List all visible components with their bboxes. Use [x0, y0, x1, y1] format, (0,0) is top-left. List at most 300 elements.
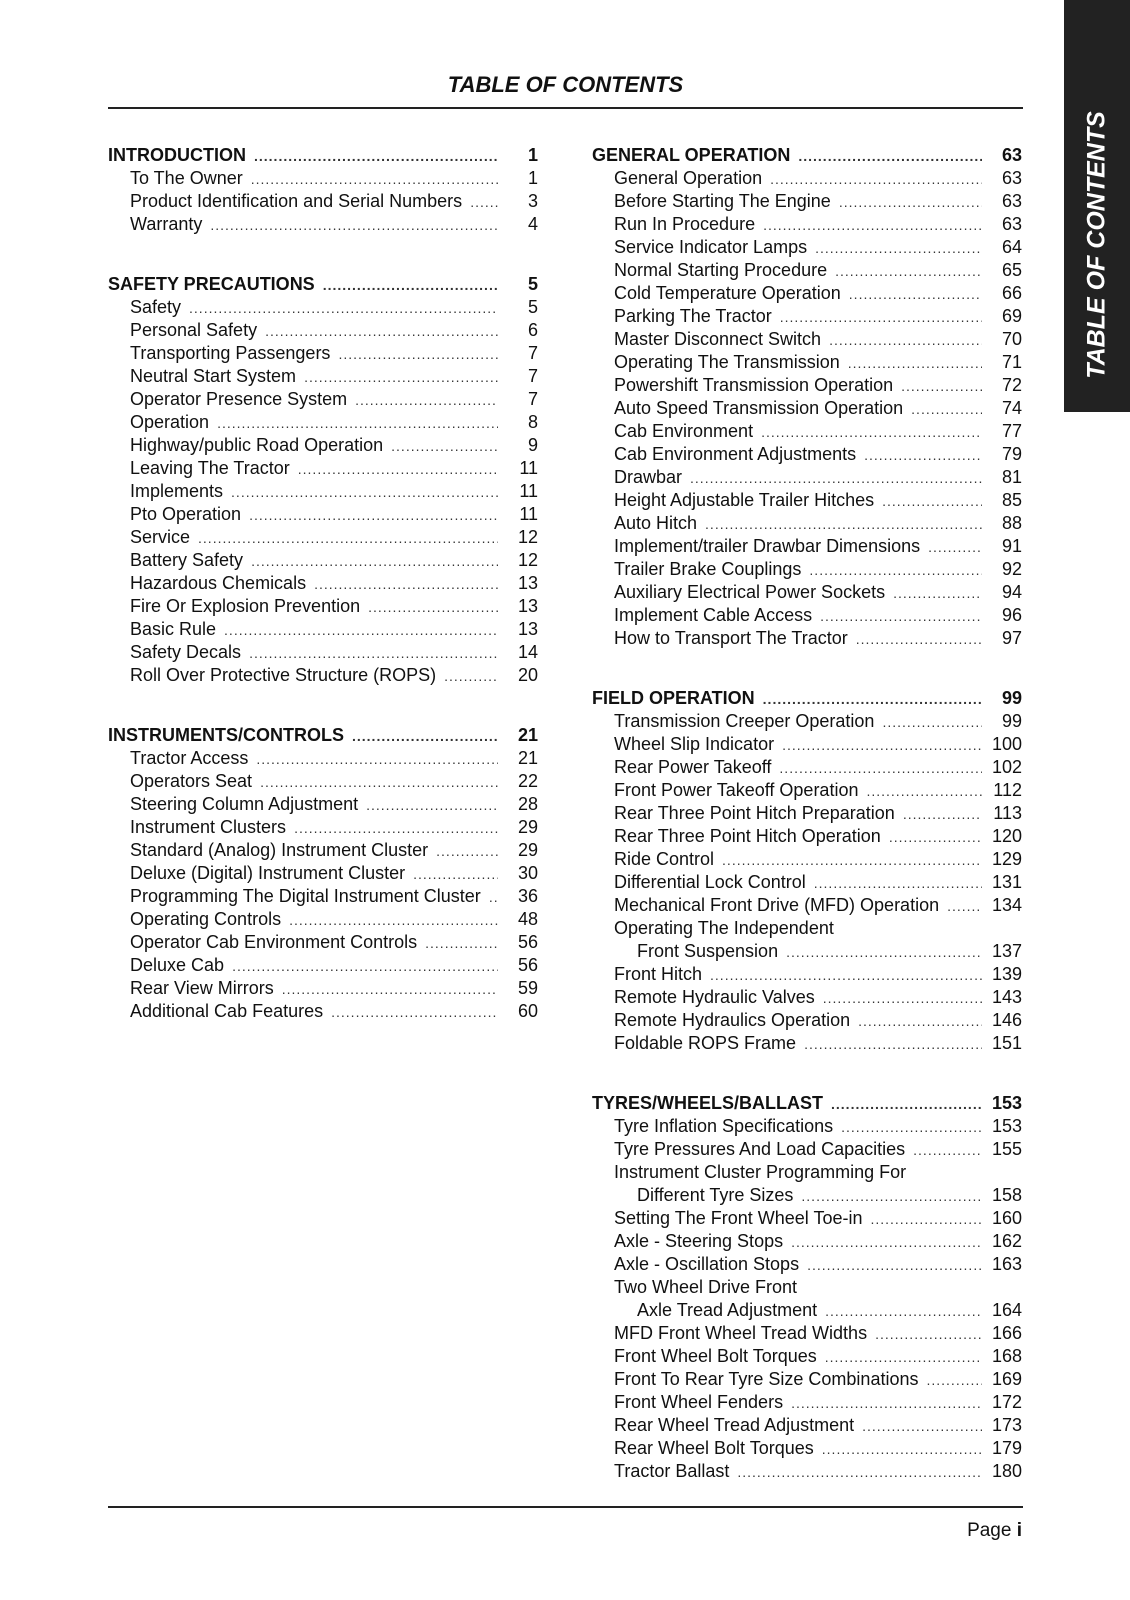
toc-entry[interactable] — [592, 848, 1022, 871]
dot-leader — [368, 596, 498, 619]
toc-entry-text: Front Power Takeoff Operation — [614, 780, 859, 800]
dot-leader — [901, 375, 982, 398]
dot-leader — [882, 490, 982, 513]
toc-entry-text: MFD Front Wheel Tread Widths — [614, 1323, 868, 1343]
toc-entry[interactable] — [592, 489, 1022, 512]
toc-entry-page: 20 — [517, 665, 538, 685]
toc-entry[interactable] — [592, 710, 1022, 733]
header-rule — [108, 107, 1023, 109]
dot-leader — [911, 398, 982, 421]
dot-leader — [425, 932, 498, 955]
dot-leader — [249, 642, 498, 665]
toc-entry[interactable] — [108, 954, 538, 977]
dot-leader — [436, 840, 498, 863]
dot-leader — [798, 145, 982, 168]
toc-entry-text: Instrument Clusters — [130, 817, 287, 837]
dot-leader — [232, 955, 498, 978]
dot-leader — [801, 1185, 982, 1208]
toc-entry-text: Tyre Inflation Specifications — [614, 1116, 834, 1136]
toc-entry[interactable] — [592, 305, 1022, 328]
toc-entry[interactable] — [108, 480, 538, 503]
toc-entry[interactable] — [592, 940, 1022, 963]
toc-entry-text: Operator Presence System — [130, 389, 348, 409]
toc-entry-page: 120 — [991, 826, 1022, 846]
dot-leader — [413, 863, 498, 886]
toc-entry[interactable] — [108, 457, 538, 480]
dot-leader — [849, 283, 982, 306]
toc-entry-page: 11 — [519, 458, 538, 478]
toc-entry[interactable] — [592, 581, 1022, 604]
toc-entry[interactable] — [592, 871, 1022, 894]
toc-entry-page: 7 — [527, 343, 538, 363]
toc-entry-text: Rear Power Takeoff — [614, 757, 772, 777]
toc-entry-page: 169 — [991, 1369, 1022, 1389]
dot-leader — [251, 550, 498, 573]
toc-entry-page: 94 — [1001, 582, 1022, 602]
toc-entry-page: 6 — [527, 320, 538, 340]
dot-leader — [809, 559, 982, 582]
toc-entry[interactable] — [108, 190, 538, 213]
toc-section-heading[interactable] — [108, 273, 538, 296]
toc-entry-page: 146 — [991, 1010, 1022, 1030]
toc-entry[interactable] — [108, 526, 538, 549]
dot-leader — [217, 412, 498, 435]
dot-leader — [804, 1033, 982, 1056]
toc-entry[interactable] — [592, 627, 1022, 650]
dot-leader — [893, 582, 982, 605]
toc-entry[interactable] — [108, 618, 538, 641]
toc-entry-text: Front Suspension — [637, 941, 779, 961]
dot-leader — [779, 757, 982, 780]
toc-entry[interactable] — [592, 1460, 1022, 1483]
toc-entry-page: 85 — [1001, 490, 1022, 510]
toc-entry-page: 22 — [517, 771, 538, 791]
toc-entry[interactable] — [108, 793, 538, 816]
toc-entry[interactable] — [108, 885, 538, 908]
dot-leader — [903, 803, 982, 826]
toc-entry[interactable] — [108, 641, 538, 664]
dot-leader — [835, 260, 982, 283]
toc-entry-text: Rear Wheel Tread Adjustment — [614, 1415, 855, 1435]
dot-leader — [254, 145, 498, 168]
toc-entry-text: Instrument Cluster Programming For — [614, 1162, 907, 1182]
toc-entry-page: 28 — [517, 794, 538, 814]
toc-entry-page: 92 — [1001, 559, 1022, 579]
toc-entry[interactable] — [592, 374, 1022, 397]
toc-entry[interactable] — [592, 756, 1022, 779]
dot-leader — [338, 343, 498, 366]
toc-section-heading[interactable] — [108, 724, 538, 747]
toc-entry-text: Axle - Oscillation Stops — [614, 1254, 800, 1274]
dot-leader — [786, 941, 982, 964]
toc-entry-text: Normal Starting Procedure — [614, 260, 828, 280]
dot-leader — [780, 306, 982, 329]
dot-leader — [791, 1231, 982, 1254]
toc-entry-page: 56 — [517, 955, 538, 975]
toc-entry[interactable] — [592, 1009, 1022, 1032]
toc-entry-page: 8 — [527, 412, 538, 432]
toc-entry[interactable] — [108, 595, 538, 618]
toc-entry-page: 97 — [1001, 628, 1022, 648]
side-tab — [1064, 0, 1130, 412]
toc-entry-text: Front Wheel Bolt Torques — [614, 1346, 817, 1366]
toc-entry-page: 70 — [1001, 329, 1022, 349]
toc-entry-page: 69 — [1001, 306, 1022, 326]
toc-entry[interactable] — [592, 558, 1022, 581]
toc-entry-page: 12 — [517, 527, 538, 547]
toc-entry[interactable] — [592, 351, 1022, 374]
toc-entry[interactable] — [592, 535, 1022, 558]
dot-leader — [829, 329, 982, 352]
toc-entry[interactable] — [108, 572, 538, 595]
toc-entry-page: 99 — [1001, 711, 1022, 731]
page-title: TABLE OF CONTENTS — [447, 72, 684, 97]
toc-entry-text: Operating The Independent — [614, 918, 834, 938]
dot-leader — [825, 1346, 982, 1369]
toc-entry[interactable] — [592, 1032, 1022, 1055]
toc-entry-text: Safety — [130, 297, 182, 317]
toc-entry-page: 151 — [991, 1033, 1022, 1053]
toc-entry[interactable] — [592, 1322, 1022, 1345]
toc-entry[interactable] — [108, 213, 538, 236]
toc-section-heading-text: FIELD OPERATION — [592, 688, 755, 708]
toc-entry-page: 180 — [991, 1461, 1022, 1481]
toc-section-heading[interactable] — [592, 1092, 1022, 1115]
toc-entry[interactable] — [592, 282, 1022, 305]
dot-leader — [913, 1139, 982, 1162]
dot-leader — [366, 794, 498, 817]
toc-entry-text: Deluxe Cab — [130, 955, 225, 975]
toc-entry[interactable] — [108, 342, 538, 365]
toc-entry[interactable] — [592, 259, 1022, 282]
dot-leader — [737, 1461, 982, 1484]
toc-section — [592, 687, 1022, 1055]
toc-entry-page: 64 — [1001, 237, 1022, 257]
toc-entry[interactable] — [108, 908, 538, 931]
toc-entry-text: Cab Environment Adjustments — [614, 444, 857, 464]
toc-entry-page: 112 — [993, 780, 1022, 800]
page-label: Page — [967, 1520, 1012, 1541]
toc-section — [592, 1092, 1022, 1483]
toc-entry[interactable] — [592, 825, 1022, 848]
dot-leader — [763, 214, 982, 237]
toc-entry-text: Operating Controls — [130, 909, 282, 929]
toc-entry-page: 71 — [1001, 352, 1022, 372]
toc-entry-text: Auxiliary Electrical Power Sockets — [614, 582, 886, 602]
toc-entry-page: 9 — [527, 435, 538, 455]
dot-leader — [198, 527, 498, 550]
toc-entry-text: Drawbar — [614, 467, 683, 487]
toc-entry-page: 79 — [1001, 444, 1022, 464]
toc-entry[interactable] — [592, 420, 1022, 443]
toc-entry[interactable] — [592, 1391, 1022, 1414]
toc-entry-text: Battery Safety — [130, 550, 244, 570]
toc-entry[interactable] — [592, 1207, 1022, 1230]
toc-entry-page: 63 — [1001, 191, 1022, 211]
dot-leader — [882, 711, 982, 734]
toc-entry-page: 113 — [993, 803, 1022, 823]
dot-leader — [770, 168, 982, 191]
toc-entry[interactable] — [592, 466, 1022, 489]
toc-entry-text: Warranty — [130, 214, 203, 234]
toc-entry-text: General Operation — [614, 168, 763, 188]
toc-entry-page: 153 — [991, 1116, 1022, 1136]
toc-entry[interactable] — [592, 1276, 1022, 1299]
toc-entry-text: Remote Hydraulics Operation — [614, 1010, 851, 1030]
toc-section-heading-text: INSTRUMENTS/CONTROLS — [108, 725, 344, 745]
toc-entry[interactable] — [592, 733, 1022, 756]
toc-entry-page: 7 — [527, 366, 538, 386]
toc-entry-page: 172 — [991, 1392, 1022, 1412]
dot-leader — [444, 665, 498, 688]
toc-entry-text: Deluxe (Digital) Instrument Cluster — [130, 863, 406, 883]
toc-entry-text: Implements — [130, 481, 224, 501]
dot-leader — [856, 628, 982, 651]
toc-entry[interactable] — [108, 411, 538, 434]
dot-leader — [822, 1438, 982, 1461]
toc-entry-text: Different Tyre Sizes — [637, 1185, 794, 1205]
dot-leader — [825, 1300, 982, 1323]
dot-leader — [782, 734, 982, 757]
dot-leader — [839, 191, 982, 214]
toc-entry[interactable] — [108, 839, 538, 862]
toc-entry-text: Trailer Brake Couplings — [614, 559, 802, 579]
toc-entry-page: 12 — [517, 550, 538, 570]
dot-leader — [265, 320, 498, 343]
footer-rule — [108, 1506, 1023, 1508]
toc-entry-page: 36 — [517, 886, 538, 906]
toc-entry-text: Operating The Transmission — [614, 352, 840, 372]
toc-entry[interactable] — [592, 1414, 1022, 1437]
toc-entry-text: To The Owner — [130, 168, 243, 188]
dot-leader — [690, 467, 982, 490]
toc-entry-page: 29 — [517, 817, 538, 837]
toc-entry[interactable] — [108, 319, 538, 342]
dot-leader — [820, 605, 982, 628]
toc-entry-text: Foldable ROPS Frame — [614, 1033, 797, 1053]
toc-entry-page: 48 — [517, 909, 538, 929]
dot-leader — [314, 573, 498, 596]
dot-leader — [875, 1323, 982, 1346]
toc-entry[interactable] — [592, 512, 1022, 535]
toc-entry-text: Run In Procedure — [614, 214, 756, 234]
toc-entry-page: 59 — [517, 978, 538, 998]
dot-leader — [858, 1010, 982, 1033]
toc-entry[interactable] — [592, 1299, 1022, 1322]
toc-entry-text: Front Wheel Fenders — [614, 1392, 784, 1412]
toc-entry[interactable] — [592, 604, 1022, 627]
toc-entry-text: Safety Decals — [130, 642, 242, 662]
toc-entry-text: Transporting Passengers — [130, 343, 331, 363]
toc-entry[interactable] — [592, 1138, 1022, 1161]
dot-leader — [355, 389, 498, 412]
toc-entry-page: 13 — [517, 573, 538, 593]
toc-entry-text: Two Wheel Drive Front — [614, 1277, 798, 1297]
dot-leader — [231, 481, 498, 504]
toc-entry-text: How to Transport The Tractor — [614, 628, 848, 648]
toc-entry-text: Setting The Front Wheel Toe-in — [614, 1208, 863, 1228]
toc-entry[interactable] — [108, 296, 538, 319]
toc-left-column — [108, 144, 538, 1060]
dot-leader — [823, 987, 982, 1010]
page-number — [900, 1520, 1022, 1542]
toc-section-heading-page: 5 — [527, 274, 538, 294]
toc-entry[interactable] — [592, 1184, 1022, 1207]
dot-leader — [866, 780, 982, 803]
toc-entry[interactable] — [592, 328, 1022, 351]
toc-entry-page: 139 — [991, 964, 1022, 984]
toc-entry-text: Pto Operation — [130, 504, 242, 524]
side-tab-label: TABLE OF CONTENTS — [1082, 111, 1111, 379]
toc-entry[interactable] — [108, 977, 538, 1000]
toc-entry-text: Differential Lock Control — [614, 872, 806, 892]
dot-leader — [710, 964, 982, 987]
toc-entry-text: Axle Tread Adjustment — [637, 1300, 818, 1320]
toc-entry-text: Auto Speed Transmission Operation — [614, 398, 904, 418]
toc-section-heading-page: 153 — [991, 1093, 1022, 1113]
toc-entry[interactable] — [108, 931, 538, 954]
toc-entry-page: 72 — [1001, 375, 1022, 395]
toc-section-heading[interactable] — [108, 144, 538, 167]
dot-leader — [791, 1392, 982, 1415]
toc-entry[interactable] — [592, 1230, 1022, 1253]
toc-entry[interactable] — [592, 236, 1022, 259]
dot-leader — [947, 895, 982, 918]
toc-entry-text: Operators Seat — [130, 771, 253, 791]
toc-entry-text: Operation — [130, 412, 210, 432]
toc-section-heading[interactable] — [592, 687, 1022, 710]
toc-entry[interactable] — [592, 1345, 1022, 1368]
toc-entry[interactable] — [592, 963, 1022, 986]
toc-entry-text: Tractor Ballast — [614, 1461, 730, 1481]
toc-entry-page: 63 — [1001, 168, 1022, 188]
toc-entry[interactable] — [592, 1115, 1022, 1138]
toc-entry-text: Standard (Analog) Instrument Cluster — [130, 840, 429, 860]
dot-leader — [294, 817, 498, 840]
toc-entry-page: 88 — [1001, 513, 1022, 533]
toc-entry[interactable] — [592, 190, 1022, 213]
toc-entry-text: Cab Environment — [614, 421, 754, 441]
toc-entry-text: Tractor Access — [130, 748, 249, 768]
dot-leader — [831, 1093, 982, 1116]
toc-section-heading[interactable] — [592, 144, 1022, 167]
toc-entry-page: 1 — [527, 168, 538, 188]
toc-entry-text: Front To Rear Tyre Size Combinations — [614, 1369, 919, 1389]
dot-leader — [848, 352, 982, 375]
toc-entry[interactable] — [592, 779, 1022, 802]
toc-entry[interactable] — [592, 917, 1022, 940]
toc-entry-text: Implement/trailer Drawbar Dimensions — [614, 536, 921, 556]
toc-entry-text: Personal Safety — [130, 320, 258, 340]
toc-entry-text: Tyre Pressures And Load Capacities — [614, 1139, 906, 1159]
toc-entry-page: 166 — [991, 1323, 1022, 1343]
toc-entry-text: Basic Rule — [130, 619, 217, 639]
toc-entry[interactable] — [108, 503, 538, 526]
toc-entry-page: 163 — [991, 1254, 1022, 1274]
toc-entry[interactable] — [108, 388, 538, 411]
dot-leader — [289, 909, 498, 932]
dot-leader — [928, 536, 982, 559]
toc-entry[interactable] — [108, 816, 538, 839]
toc-entry-page: 143 — [991, 987, 1022, 1007]
toc-entry-page: 66 — [1001, 283, 1022, 303]
toc-entry[interactable] — [108, 862, 538, 885]
toc-entry[interactable] — [592, 397, 1022, 420]
toc-entry[interactable] — [592, 802, 1022, 825]
toc-entry[interactable] — [592, 894, 1022, 917]
toc-entry[interactable] — [108, 1000, 538, 1023]
toc-entry[interactable] — [108, 664, 538, 687]
dot-leader — [870, 1208, 982, 1231]
toc-entry[interactable] — [592, 1161, 1022, 1184]
toc-entry-text: Leaving The Tractor — [130, 458, 290, 478]
toc-entry[interactable] — [592, 986, 1022, 1009]
dot-leader — [864, 444, 982, 467]
toc-entry-page: 74 — [1001, 398, 1022, 418]
toc-entry-text: Neutral Start System — [130, 366, 297, 386]
dot-leader — [323, 274, 498, 297]
toc-entry[interactable] — [108, 747, 538, 770]
dot-leader — [926, 1369, 982, 1392]
toc-entry[interactable] — [592, 213, 1022, 236]
toc-entry[interactable] — [592, 443, 1022, 466]
toc-entry-page: 7 — [527, 389, 538, 409]
toc-entry-page: 155 — [991, 1139, 1022, 1159]
toc-entry-text: Roll Over Protective Structure (ROPS) — [130, 665, 437, 685]
toc-entry-text: Additional Cab Features — [130, 1001, 324, 1021]
dot-leader — [841, 1116, 982, 1139]
toc-entry-text: Service — [130, 527, 191, 547]
toc-entry-text: Programming The Digital Instrument Cluster — [130, 886, 481, 906]
page-number-value: i — [1016, 1520, 1022, 1541]
toc-entry[interactable] — [592, 1368, 1022, 1391]
dot-leader — [761, 421, 982, 444]
dot-leader — [352, 725, 498, 748]
toc-entry-text: Remote Hydraulic Valves — [614, 987, 815, 1007]
toc-entry[interactable] — [108, 365, 538, 388]
toc-entry-page: 14 — [517, 642, 538, 662]
dot-leader — [889, 826, 982, 849]
toc-entry[interactable] — [592, 1253, 1022, 1276]
dot-leader — [331, 1001, 498, 1024]
toc-entry-page: 134 — [991, 895, 1022, 915]
toc-entry-page: 4 — [527, 214, 538, 234]
toc-entry-page: 100 — [991, 734, 1022, 754]
toc-section — [108, 273, 538, 687]
dot-leader — [304, 366, 498, 389]
dot-leader — [260, 771, 498, 794]
dot-leader — [470, 191, 498, 214]
toc-entry-page: 162 — [991, 1231, 1022, 1251]
toc-entry[interactable] — [592, 167, 1022, 190]
dot-leader — [814, 872, 982, 895]
dot-leader — [815, 237, 982, 260]
toc-entry[interactable] — [108, 434, 538, 457]
toc-entry-text: Service Indicator Lamps — [614, 237, 808, 257]
toc-entry-page: 129 — [991, 849, 1022, 869]
toc-section-heading-page: 21 — [517, 725, 538, 745]
toc-entry[interactable] — [592, 1437, 1022, 1460]
toc-entry-page: 11 — [519, 481, 538, 501]
toc-entry-text: Rear Three Point Hitch Preparation — [614, 803, 895, 823]
toc-entry[interactable] — [108, 167, 538, 190]
toc-entry[interactable] — [108, 770, 538, 793]
toc-entry-page: 168 — [991, 1346, 1022, 1366]
dot-leader — [862, 1415, 982, 1438]
toc-entry[interactable] — [108, 549, 538, 572]
dot-leader — [224, 619, 498, 642]
toc-section-heading-page: 99 — [1001, 688, 1022, 708]
